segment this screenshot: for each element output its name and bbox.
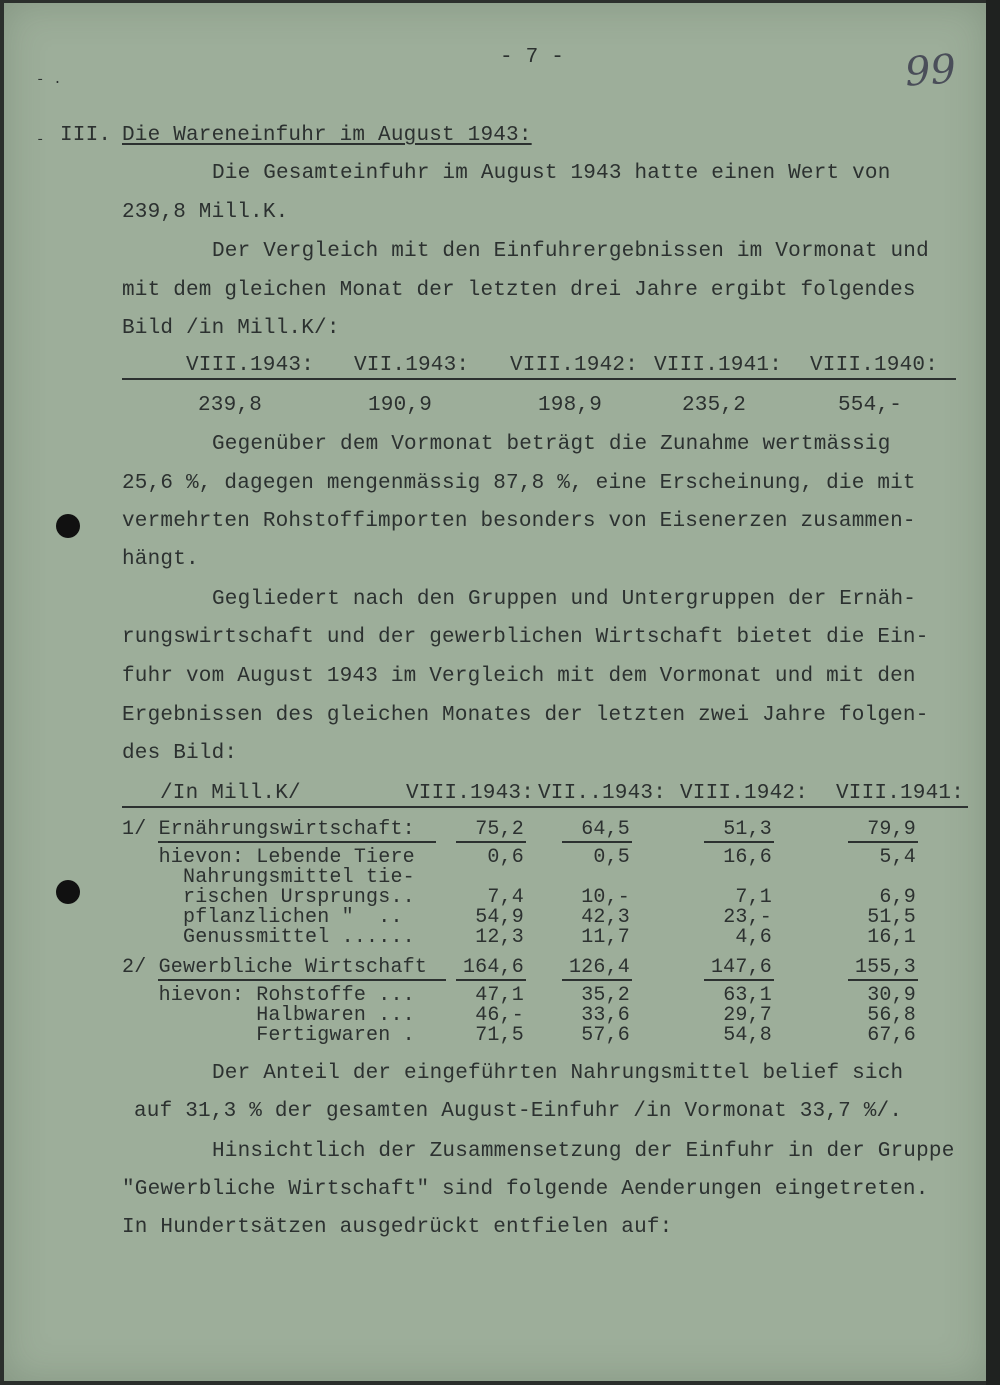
table-cell: 57,6 <box>581 1024 630 1047</box>
scan-edge <box>986 0 1000 1385</box>
table-header: VIII.1942: <box>680 782 809 805</box>
table-row-label: rischen Ursprungs.. <box>122 886 415 909</box>
text-line: rungswirtschaft und der gewerblichen Wirtschaft bietet die Ein- <box>122 626 929 649</box>
table-row-label: hievon: Lebende Tiere <box>122 846 415 869</box>
group-total-underline <box>704 841 774 843</box>
table-cell: 63,1 <box>723 984 772 1007</box>
table-header-rule <box>122 806 968 808</box>
comparison-value: 239,8 <box>198 394 263 417</box>
group-total-underline <box>848 979 918 981</box>
table-row-label: Nahrungsmittel tie- <box>122 866 415 889</box>
table-row-label: 2/ Gewerbliche Wirtschaft <box>122 956 428 979</box>
comparison-value: 554,- <box>838 394 903 417</box>
table-cell: 56,8 <box>867 1004 916 1027</box>
table-cell: 126,4 <box>568 956 630 979</box>
table-cell: 29,7 <box>723 1004 772 1027</box>
table-cell: 7,1 <box>735 886 772 909</box>
text-line: Der Vergleich mit den Einfuhrergebnissen im Vormonat und <box>212 240 929 263</box>
page-number: - 7 - <box>500 46 565 69</box>
group-total-underline <box>704 979 774 981</box>
table-cell: 67,6 <box>867 1024 916 1047</box>
table-cell: 12,3 <box>475 926 524 949</box>
table-cell: 64,5 <box>581 818 630 841</box>
group-label-underline <box>158 841 436 843</box>
text-line: des Bild: <box>122 742 238 765</box>
table-cell: 46,- <box>475 1004 524 1027</box>
margin-mark: - <box>36 132 45 148</box>
table-header: VIII.1941: <box>836 782 965 805</box>
text-line: fuhr vom August 1943 im Vergleich mit dem Vormonat und mit den <box>122 665 916 688</box>
table-cell: 47,1 <box>475 984 524 1007</box>
comparison-value: 235,2 <box>682 394 747 417</box>
table-cell: 155,3 <box>854 956 916 979</box>
table-cell: 54,9 <box>475 906 524 929</box>
table-cell: 16,6 <box>723 846 772 869</box>
table-cell: 75,2 <box>475 818 524 841</box>
table-cell: 71,5 <box>475 1024 524 1047</box>
text-line: Gegliedert nach den Gruppen und Untergruppen der Ernäh- <box>212 588 917 611</box>
table-cell: 5,4 <box>879 846 916 869</box>
table-cell: 164,6 <box>462 956 524 979</box>
text-line: Die Gesamteinfuhr im August 1943 hatte einen Wert von <box>212 162 891 185</box>
text-line: Ergebnissen des gleichen Monates der letzten zwei Jahre folgen- <box>122 704 929 727</box>
table-row-label: Fertigwaren . <box>122 1024 415 1047</box>
table-cell: 10,- <box>581 886 630 909</box>
comparison-header: VIII.1942: <box>510 354 639 377</box>
table-cell: 35,2 <box>581 984 630 1007</box>
comparison-header: VIII.1941: <box>654 354 783 377</box>
table-cell: 6,9 <box>879 886 916 909</box>
margin-mark: - . <box>36 72 62 88</box>
group-label-underline <box>158 979 446 981</box>
comparison-header: VIII.1943: <box>186 354 315 377</box>
comparison-header: VII.1943: <box>354 354 470 377</box>
table-row-label: 1/ Ernährungswirtschaft: <box>122 818 415 841</box>
table-cell: 42,3 <box>581 906 630 929</box>
text-line: "Gewerbliche Wirtschaft" sind folgende Aenderungen eingetreten. <box>122 1178 929 1201</box>
table-cell: 54,8 <box>723 1024 772 1047</box>
table-cell: 11,7 <box>581 926 630 949</box>
table-header: VIII.1943: <box>406 782 535 805</box>
group-total-underline <box>456 979 526 981</box>
text-line: Der Anteil der eingeführten Nahrungsmittel belief sich <box>212 1062 904 1085</box>
table-cell: 23,- <box>723 906 772 929</box>
text-line: hängt. <box>122 548 199 571</box>
text-line: 25,6 %, dagegen mengenmässig 87,8 %, eine Erscheinung, die mit <box>122 472 916 495</box>
table-row-label: Halbwaren ... <box>122 1004 415 1027</box>
table-row-label: Genussmittel ...... <box>122 926 415 949</box>
table-cell: 30,9 <box>867 984 916 1007</box>
punch-hole <box>56 880 80 904</box>
table-cell: 51,5 <box>867 906 916 929</box>
table-cell: 4,6 <box>735 926 772 949</box>
table-cell: 147,6 <box>710 956 772 979</box>
table-row-label: hievon: Rohstoffe ... <box>122 984 415 1007</box>
table-cell: 0,5 <box>593 846 630 869</box>
text-line: Bild /in Mill.K/: <box>122 317 340 340</box>
group-total-underline <box>562 841 632 843</box>
text-line: auf 31,3 % der gesamten August-Einfuhr /in Vormonat 33,7 %/. <box>134 1100 903 1123</box>
group-total-underline <box>456 841 526 843</box>
text-line: vermehrten Rohstoffimporten besonders von Eisenerzen zusammen- <box>122 510 916 533</box>
text-line: 239,8 Mill.K. <box>122 201 289 224</box>
text-line: In Hundertsätzen ausgedrückt entfielen auf: <box>122 1216 673 1239</box>
table-cell: 79,9 <box>867 818 916 841</box>
section-title: Die Wareneinfuhr im August 1943: <box>122 124 532 147</box>
group-total-underline <box>562 979 632 981</box>
table-cell: 0,6 <box>487 846 524 869</box>
table-cell: 7,4 <box>487 886 524 909</box>
comparison-header: VIII.1940: <box>810 354 939 377</box>
header-rule <box>122 378 956 380</box>
section-label: III. <box>60 124 112 147</box>
handwritten-page-number: 99 <box>903 46 958 96</box>
comparison-value: 190,9 <box>368 394 433 417</box>
text-line: Gegenüber dem Vormonat beträgt die Zunahme wertmässig <box>212 433 891 456</box>
table-row-label: pflanzlichen " .. <box>122 906 403 929</box>
text-line: mit dem gleichen Monat der letzten drei Jahre ergibt folgendes <box>122 279 916 302</box>
group-total-underline <box>848 841 918 843</box>
table-header: VII..1943: <box>538 782 667 805</box>
table-unit-label: /In Mill.K/ <box>160 782 301 805</box>
table-cell: 51,3 <box>723 818 772 841</box>
text-line: Hinsichtlich der Zusammensetzung der Einfuhr in der Gruppe <box>212 1140 955 1163</box>
table-cell: 33,6 <box>581 1004 630 1027</box>
punch-hole <box>56 514 80 538</box>
table-cell: 16,1 <box>867 926 916 949</box>
comparison-value: 198,9 <box>538 394 603 417</box>
